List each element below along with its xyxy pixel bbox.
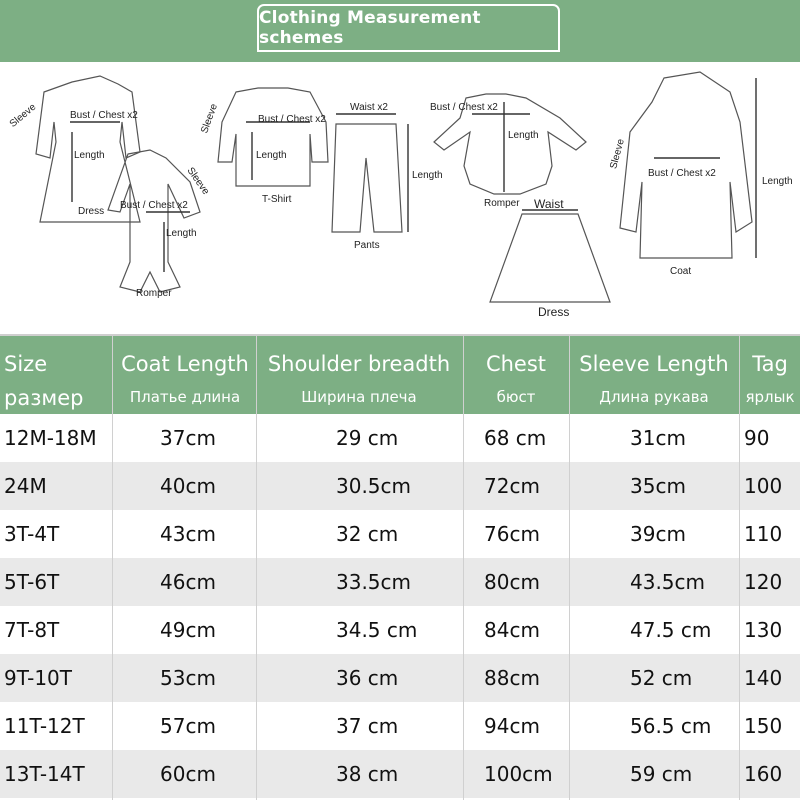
romper2-bust-label: Bust / Chest x2 [430, 102, 498, 113]
column-divider [739, 334, 740, 800]
title-tab [257, 4, 560, 52]
romper2-length-label: Length [508, 130, 539, 141]
cell-tag: 140 [744, 666, 783, 690]
cell-tag: 150 [744, 714, 783, 738]
coat-bust-label: Bust / Chest x2 [648, 168, 716, 179]
romper1-length-label: Length [166, 228, 197, 239]
header-size: Size размер [4, 352, 84, 410]
cell-chest: 100cm [484, 762, 553, 786]
cell-shoulder-breadth: 32 cm [336, 522, 399, 546]
page-title: Clothing Measurement schemes [259, 8, 481, 48]
header-banner [0, 0, 800, 62]
table-row [0, 510, 800, 558]
cell-coat-length: 49cm [160, 618, 216, 642]
column-divider [569, 334, 570, 800]
cell-shoulder-breadth: 38 cm [336, 762, 399, 786]
cell-size: 24M [4, 474, 47, 498]
skirt-name-label: Dress [538, 305, 570, 319]
cell-size: 12M-18M [4, 426, 97, 450]
cell-size: 13T-14T [4, 762, 85, 786]
cell-shoulder-breadth: 34.5 cm [336, 618, 418, 642]
dress-name-label: Dress [78, 206, 105, 217]
cell-chest: 68 cm [484, 426, 547, 450]
table-row [0, 750, 800, 798]
coat-sleeve-label: Sleeve [608, 137, 627, 171]
cell-sleeve-length: 31cm [630, 426, 686, 450]
cell-coat-length: 43cm [160, 522, 216, 546]
skirt-outline [490, 214, 610, 302]
cell-sleeve-length: 43.5cm [630, 570, 706, 594]
tshirt-outline [218, 88, 328, 186]
cell-coat-length: 40cm [160, 474, 216, 498]
tshirt-name-label: T-Shirt [262, 194, 292, 205]
cell-coat-length: 60cm [160, 762, 216, 786]
header-shoulder-breadth: Shoulder breadth Ширина плеча [267, 352, 451, 406]
coat-name-label: Coat [670, 266, 692, 277]
table-row [0, 414, 800, 462]
table-row [0, 702, 800, 750]
table-header [0, 334, 800, 414]
tshirt-bust-label: Bust / Chest x2 [258, 114, 326, 125]
table-row [0, 558, 800, 606]
table-row [0, 606, 800, 654]
cell-sleeve-length: 47.5 cm [630, 618, 712, 642]
cell-coat-length: 53cm [160, 666, 216, 690]
coat-outline [620, 72, 752, 258]
cell-sleeve-length: 56.5 cm [630, 714, 712, 738]
cell-shoulder-breadth: 33.5cm [336, 570, 412, 594]
tshirt-length-label: Length [256, 150, 287, 161]
column-divider [112, 334, 113, 800]
cell-sleeve-length: 59 cm [630, 762, 693, 786]
cell-sleeve-length: 39cm [630, 522, 686, 546]
cell-chest: 76cm [484, 522, 540, 546]
table-row [0, 462, 800, 510]
dress-length-label: Length [74, 150, 105, 161]
cell-tag: 110 [744, 522, 783, 546]
cell-tag: 100 [744, 474, 783, 498]
cell-size: 9T-10T [4, 666, 72, 690]
romper2-name-label: Romper [484, 198, 520, 209]
cell-shoulder-breadth: 30.5cm [336, 474, 412, 498]
cell-tag: 130 [744, 618, 783, 642]
cell-size: 11T-12T [4, 714, 85, 738]
cell-sleeve-length: 35cm [630, 474, 686, 498]
dress-bust-label: Bust / Chest x2 [70, 110, 138, 121]
cell-size: 7T-8T [4, 618, 60, 642]
cell-shoulder-breadth: 29 cm [336, 426, 399, 450]
coat-length-label: Length [762, 176, 793, 187]
cell-tag: 160 [744, 762, 783, 786]
cell-size: 3T-4T [4, 522, 60, 546]
cell-shoulder-breadth: 36 cm [336, 666, 399, 690]
cell-coat-length: 46cm [160, 570, 216, 594]
cell-sleeve-length: 52 cm [630, 666, 693, 690]
skirt-waist-label: Waist [534, 197, 564, 211]
cell-size: 5T-6T [4, 570, 60, 594]
tshirt-sleeve-label: Sleeve [199, 102, 221, 135]
cell-coat-length: 37cm [160, 426, 216, 450]
header-sleeve-length: Sleeve Length Длина рукава [579, 352, 729, 406]
cell-chest: 94cm [484, 714, 540, 738]
cell-tag: 90 [744, 426, 770, 450]
cell-chest: 88cm [484, 666, 540, 690]
header-chest: Chest бюст [485, 352, 547, 406]
romper1-sleeve-label: Sleeve [184, 165, 212, 197]
table-row [0, 654, 800, 702]
measurement-diagrams [0, 62, 800, 334]
cell-coat-length: 57cm [160, 714, 216, 738]
cell-chest: 72cm [484, 474, 540, 498]
cell-chest: 84cm [484, 618, 540, 642]
cell-tag: 120 [744, 570, 783, 594]
romper1-bust-label: Bust / Chest x2 [120, 200, 188, 211]
pants-name-label: Pants [354, 240, 380, 251]
cell-chest: 80cm [484, 570, 540, 594]
dress-sleeve-label: Sleeve [7, 101, 39, 130]
pants-outline [332, 124, 402, 232]
romper1-name-label: Romper [136, 288, 172, 299]
header-tag: Tag ярлык [745, 352, 795, 406]
diagram-illustration [0, 62, 800, 334]
cell-shoulder-breadth: 37 cm [336, 714, 399, 738]
size-table [0, 334, 800, 800]
column-divider [463, 334, 464, 800]
header-coat-length: Coat Length Платье длина [121, 352, 249, 406]
pants-length-label: Length [412, 170, 443, 181]
pants-waist-label: Waist x2 [350, 102, 388, 113]
column-divider [256, 334, 257, 800]
